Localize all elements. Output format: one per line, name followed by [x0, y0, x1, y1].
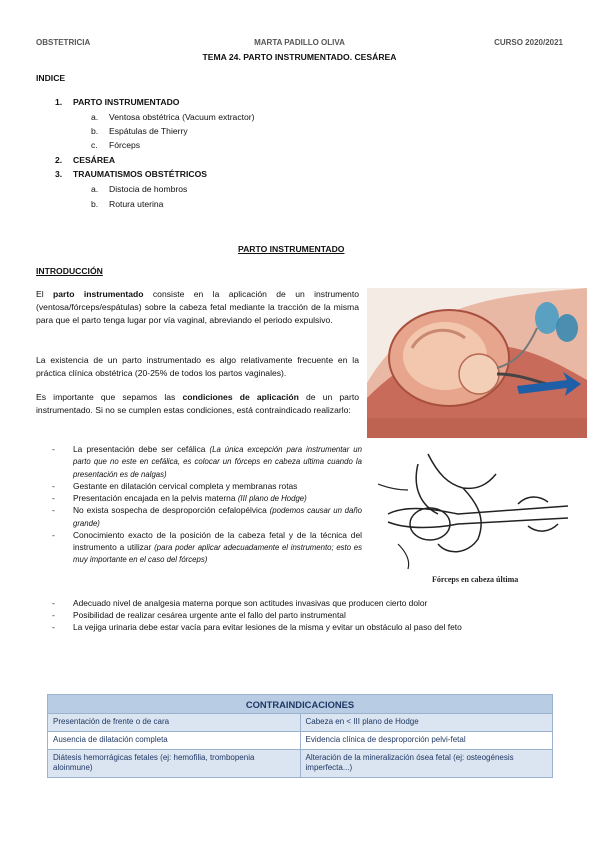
header-author: MARTA PADILLO OLIVA [254, 38, 345, 47]
intro-paragraph-3 [36, 391, 359, 417]
toc-item [55, 96, 179, 108]
toc-item [91, 139, 140, 151]
condition-item [52, 621, 562, 633]
p1-text-a: El [36, 289, 53, 299]
intro-paragraph-1 [36, 288, 359, 327]
condition-item [52, 609, 562, 621]
toc-label: CESÁREA [73, 155, 116, 165]
forceps-caption: Fórceps en cabeza última [432, 575, 519, 584]
toc-number: a. [91, 112, 99, 122]
conditions-list [52, 443, 362, 566]
forceps-drawing [368, 444, 584, 574]
intro-heading: INTRODUCCIÓN [36, 266, 103, 276]
toc-number: b. [91, 126, 99, 136]
p1-term: parto instrumentado [53, 289, 144, 299]
condition-text: Posibilidad de realizar cesárea urgente ante el fallo del parto instrumental [73, 610, 346, 621]
condition-item [52, 492, 362, 504]
toc-number: 2. [55, 155, 63, 165]
table-cell: Evidencia clínica de desproporción pelvi-fetal [300, 732, 553, 749]
condition-text: Gestante en dilatación cervical completa y membranas rotas [73, 480, 298, 491]
condition-note: (III plano de Hodge) [237, 494, 307, 504]
running-header [36, 37, 563, 49]
table-cell: Presentación de frente o de cara [53, 717, 170, 726]
condition-item [52, 504, 362, 529]
condition-text: La vejiga urinaria debe estar vacía para evitar lesiones de la misma y evitar un obstáculo al paso del feto [73, 622, 462, 633]
condition-text: Conocimiento exacto de la posición de la cabeza fetal y de la técnica del instrumento a utilizar [73, 529, 362, 553]
index-heading: INDICE [36, 73, 66, 83]
toc-number: 3. [55, 169, 63, 179]
condition-text: Adecuado nivel de analgesia materna porque son actitudes invasivas que producen cierto dolor [73, 598, 428, 608]
condition-item [52, 443, 362, 480]
forceps-illustration [368, 444, 584, 574]
vacuum-extraction-drawing [367, 288, 587, 438]
section-title: PARTO INSTRUMENTADO [238, 244, 345, 254]
p3-text-a: Es importante que sepamos las [36, 392, 183, 402]
header-subject: OBSTETRICIA [36, 38, 91, 47]
toc-label: Ventosa obstétrica (Vacuum extractor) [109, 112, 255, 122]
toc-item [55, 154, 115, 166]
vacuum-extraction-illustration [367, 288, 587, 438]
intro-paragraph-2: La existencia de un parto instrumentado es algo relativamente frecuente en la práctica clínica obstétrica (20-25% de todos los partos vaginales). [36, 355, 359, 378]
header-course: CURSO 2020/2021 [494, 38, 563, 47]
toc-label: TRAUMATISMOS OBSTÉTRICOS [73, 169, 207, 179]
condition-item [52, 529, 362, 566]
table-cell: Ausencia de dilatación completa [53, 734, 168, 744]
toc-item [55, 168, 207, 180]
toc-label: Espátulas de Thierry [109, 126, 188, 136]
toc-number: a. [91, 184, 99, 194]
toc-number: 1. [55, 97, 63, 107]
p3-text-c: de un parto instrumentado. Si no se cumplen estas condiciones, está contraindicado realizarlo: [36, 392, 359, 415]
toc-label: Fórceps [109, 140, 141, 150]
toc-item [91, 198, 163, 210]
toc-item [91, 183, 187, 195]
toc-number: c. [91, 140, 98, 150]
table-row [48, 714, 552, 732]
toc-item [91, 125, 188, 137]
condition-text: La presentación debe ser cefálica [73, 444, 210, 454]
toc-item [91, 111, 255, 123]
condition-text: No exista sospecha de desproporción cefalopélvica [73, 505, 270, 516]
p3-term: condiciones de aplicación [182, 392, 299, 402]
table-row [48, 732, 552, 750]
contraindications-table [47, 694, 553, 778]
condition-note: (para poder aplicar adecuadamente el instrumento; esto es muy importante en el caso del fórceps) [73, 543, 362, 565]
condition-note: (La única excepción para instrumentar un parto que no este en cefálica, es colocar un fórceps en cabeza ultima cuando la presentación es de nalgas) [73, 445, 362, 479]
table-cell: Diátesis hemorrágicas fetales (ej: hemofilia, trombopenia aloinmune) [53, 752, 255, 773]
document-title: TEMA 24. PARTO INSTRUMENTADO. CESÁREA [202, 52, 397, 62]
toc-label: PARTO INSTRUMENTADO [73, 97, 180, 107]
toc-label: Rotura uterina [109, 199, 164, 209]
table-cell: Alteración de la mineralización ósea fetal (ej: osteogénesis imperfecta...) [300, 750, 553, 778]
table-row [48, 750, 552, 778]
table-title: CONTRAINDICACIONES [48, 695, 552, 714]
condition-note: (podemos causar un daño grande) [73, 506, 362, 528]
condition-item [52, 480, 362, 492]
table-cell: Cabeza en < III plano de Hodge [300, 714, 553, 731]
conditions-list-continued [52, 597, 562, 634]
toc-label: Distocia de hombros [109, 184, 188, 194]
toc-number: b. [91, 199, 99, 209]
condition-text: Presentación encajada en la pelvis materna [73, 493, 238, 504]
p1-text-c: consiste en la aplicación de un instrumento (ventosa/fórceps/espátulas) sobre la cabeza fetal mediante la tracción de la misma para que el parto tenga lugar por vía vaginal, abreviando el periodo expulsivo. [36, 289, 359, 325]
condition-item [52, 597, 562, 609]
